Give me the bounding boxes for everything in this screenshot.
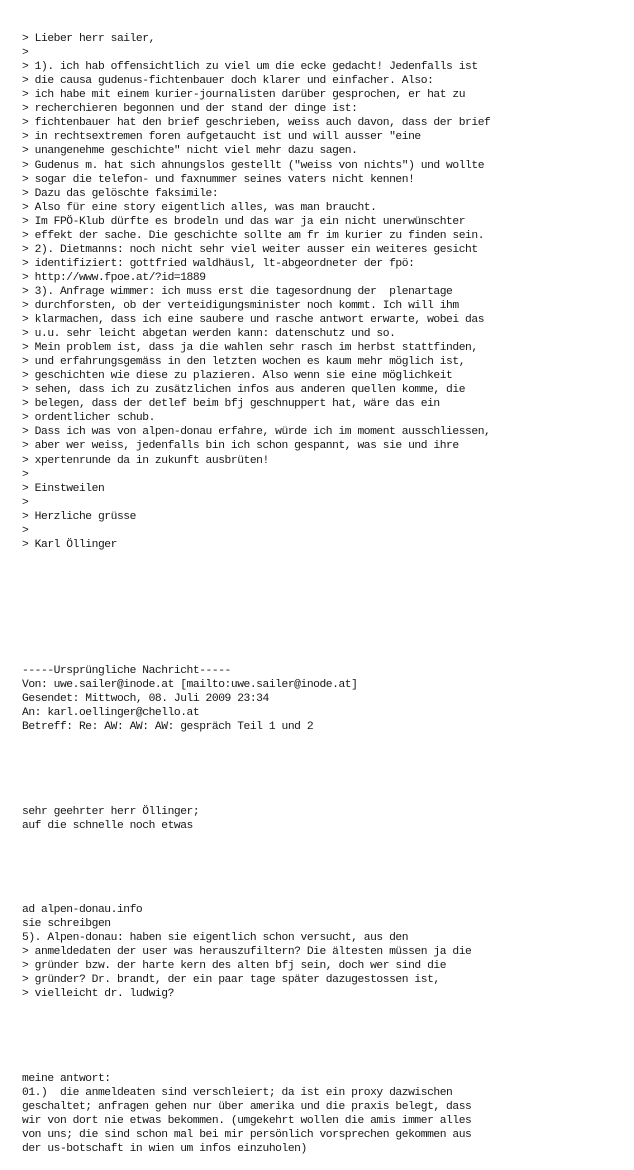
quoted-line: > http://www.fpoe.at/?id=1889 [22, 271, 206, 284]
answer-line: wir von dort nie etwas bekommen. (umgekehrt wollen die amis immer alles [22, 1114, 472, 1127]
quoted-line: > fichtenbauer hat den brief geschrieben, weiss auch davon, dass der brief [22, 117, 491, 130]
quoted-line: > sehen, dass ich zu zusätzlichen infos aus anderen quellen komme, die [22, 384, 466, 397]
alpen-line: > vielleicht dr. ludwig? [22, 988, 174, 1001]
quoted-line: > Im FPÖ-Klub dürfte es brodeln und das war ja ein nicht unerwünschter [22, 215, 466, 228]
quoted-line: > Herzliche grüsse [22, 510, 136, 523]
header-line: -----Ursprüngliche Nachricht----- [22, 665, 231, 678]
greeting-line: sehr geehrter herr Öllinger; [22, 805, 200, 818]
quoted-line: > Gudenus m. hat sich ahnungslos gestellt ("weiss von nichts") und wollte [22, 159, 485, 172]
quoted-line: > 2). Dietmanns: noch nicht sehr viel weiter ausser ein weiteres gesicht [22, 243, 478, 256]
answer-line: meine antwort: [22, 1072, 111, 1085]
quoted-line: > in rechtsextremen foren aufgetaucht ist und will ausser "eine [22, 131, 421, 144]
alpen-line: > anmeldedaten der user was herauszufiltern? Die ältesten müssen ja die [22, 946, 472, 959]
quoted-line: > und erfahrungsgemäss in den letzten wochen es kaum mehr möglich ist, [22, 356, 466, 369]
answer-line: geschaltet; anfragen gehen nur über amerika und die praxis belegt, dass [22, 1100, 472, 1113]
greeting-block [22, 805, 626, 833]
answer-line: 01.) die anmeldeaten sind verschleiert; da ist ein proxy dazwischen [22, 1086, 453, 1099]
answer-section [22, 1072, 626, 1156]
quoted-reply-block [22, 32, 626, 552]
alpen-line: 5). Alpen-donau: haben sie eigentlich schon versucht, aus den [22, 932, 409, 945]
quoted-line: > unangenehme geschichte" nicht viel mehr dazu sagen. [22, 145, 358, 158]
quoted-line: > sogar die telefon- und faxnummer seines vaters nicht kennen! [22, 173, 415, 186]
quoted-line: > u.u. sehr leicht abgetan werden kann: datenschutz und so. [22, 328, 396, 341]
quoted-line: > die causa gudenus-fichtenbauer doch klarer und einfacher. Also: [22, 75, 434, 88]
header-line: Von: uwe.sailer@inode.at [mailto:uwe.sailer@inode.at] [22, 679, 358, 692]
alpen-line: ad alpen-donau.info [22, 904, 143, 916]
quoted-line: > aber wer weiss, jedenfalls bin ich schon gespannt, was sie und ihre [22, 440, 459, 453]
alpen-line: sie schreibgen [22, 918, 111, 931]
header-line: Gesendet: Mittwoch, 08. Juli 2009 23:34 [22, 693, 269, 706]
quoted-line: > effekt der sache. Die geschichte sollte am fr im kurier zu finden sein. [22, 229, 485, 242]
quoted-line: > 1). ich hab offensichtlich zu viel um die ecke gedacht! Jedenfalls ist [22, 61, 478, 74]
greeting-line: auf die schnelle noch etwas [22, 819, 193, 832]
quoted-line: > klarmachen, dass ich eine saubere und rasche antwort erwarte, wobei das [22, 314, 485, 327]
quoted-line: > belegen, dass der detlef beim bfj geschnuppert hat, wäre das ein [22, 398, 440, 411]
quoted-line: > ordentlicher schub. [22, 412, 155, 425]
email-document [22, 4, 626, 1170]
quoted-line: > Dazu das gelöschte faksimile: [22, 187, 219, 200]
alpen-line: > gründer? Dr. brandt, der ein paar tage später dazugestossen ist, [22, 974, 440, 987]
quoted-line: > Dass ich was von alpen-donau erfahre, würde ich im moment ausschliessen, [22, 426, 491, 439]
quoted-line: > identifiziert: gottfried waldhäusl, lt-abgeordneter der fpö: [22, 257, 415, 270]
quoted-line: > xpertenrunde da in zukunft ausbrüten! [22, 454, 269, 467]
alpen-donau-section [22, 903, 626, 1001]
quoted-line: > [22, 47, 29, 60]
quoted-line: > Also für eine story eigentlich alles, was man braucht. [22, 201, 377, 214]
quoted-line: > [22, 524, 29, 537]
quoted-line: > recherchieren begonnen und der stand der dinge ist: [22, 103, 358, 116]
answer-line: von uns; die sind schon mal bei mir persönlich vorsprechen gekommen aus [22, 1128, 472, 1141]
answer-line: der us-botschaft in wien um infos einzuholen) [22, 1142, 307, 1155]
quoted-line: > durchforsten, ob der verteidigungsminister noch kommt. Ich will ihm [22, 299, 459, 312]
quoted-line: > [22, 496, 29, 509]
quoted-line: > Lieber herr sailer, [22, 33, 155, 46]
quoted-line: > geschichten wie diese zu plazieren. Also wenn sie eine möglichkeit [22, 370, 453, 383]
header-line: An: karl.oellinger@chello.at [22, 707, 200, 720]
quoted-line: > Mein problem ist, dass ja die wahlen sehr rasch im herbst stattfinden, [22, 342, 478, 355]
quoted-line: > [22, 468, 29, 481]
quoted-line: > ich habe mit einem kurier-journalisten darüber gesprochen, er hat zu [22, 89, 466, 102]
original-message-header [22, 664, 626, 734]
quoted-line: > Einstweilen [22, 482, 105, 495]
alpen-line: > gründer bzw. der harte kern des alten bfj sein, doch wer sind die [22, 960, 447, 973]
header-line: Betreff: Re: AW: AW: AW: gespräch Teil 1 und 2 [22, 721, 314, 734]
quoted-line: > Karl Öllinger [22, 538, 117, 551]
quoted-line: > 3). Anfrage wimmer: ich muss erst die tagesordnung der plenartage [22, 285, 453, 298]
